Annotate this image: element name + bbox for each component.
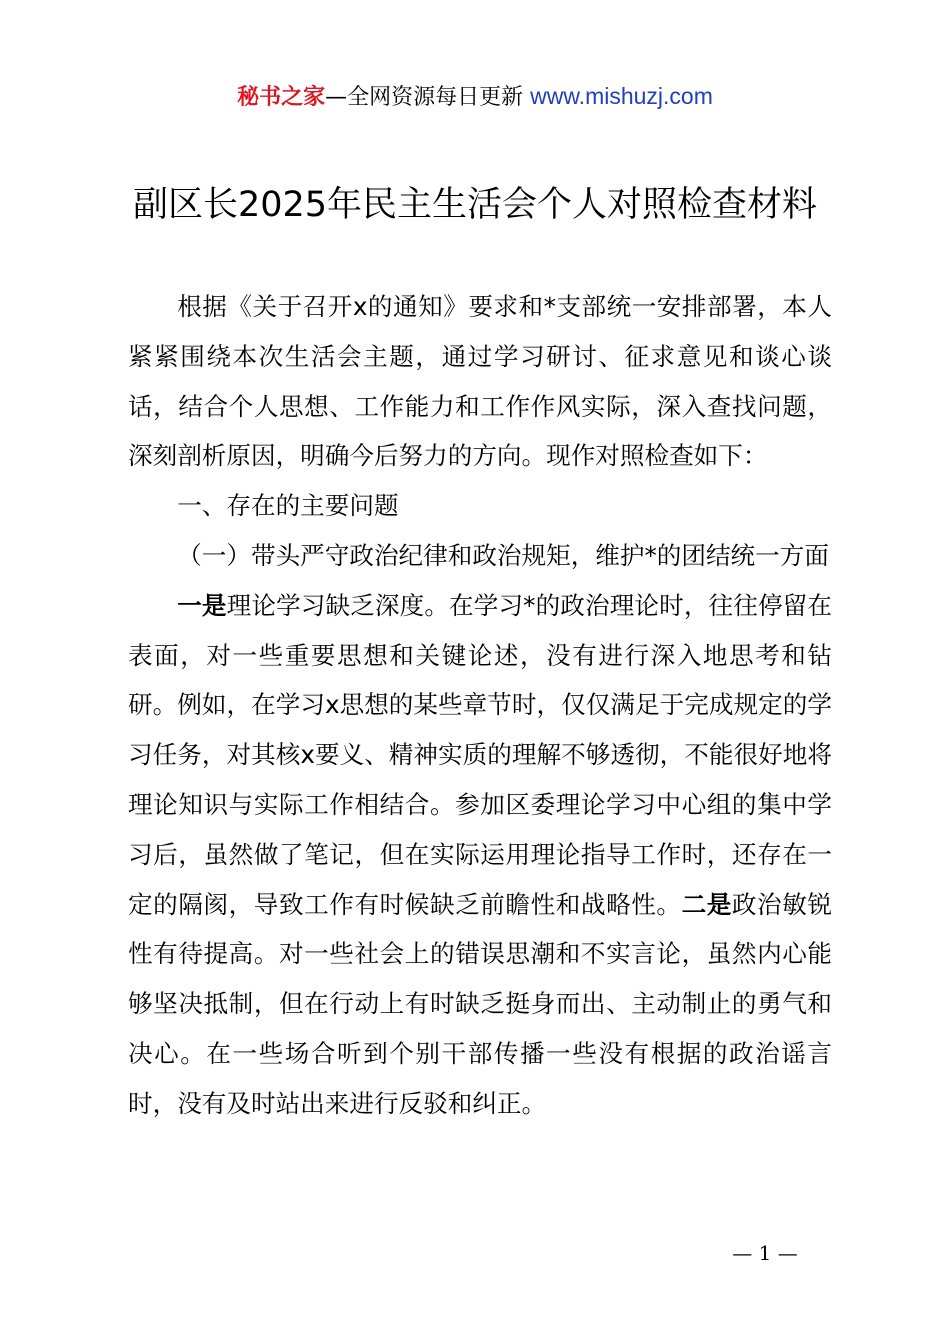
point-one-text: 理论学习缺乏深度。在学习*的政治理论时，往往停留在表面，对一些重要思想和关键论述，没有进行深入地思考和钻研。例如，在学习x思想的某些章节时，仅仅满足于完成规定的学习任务，对其核x要义、精神实质的理解不够透彻，不能很好地将理论知识与实际工作相结合。参加区委理论学习中心组的集中学习后，虽然做了笔记，但在实际运用理论指导工作时，还存在一定的隔阂，导致工作有时候缺乏前瞻性和战略性。 (128, 590, 832, 919)
page-number: — 1 — (732, 1241, 798, 1265)
document-body (128, 282, 832, 1129)
intro-paragraph: 根据《关于召开x的通知》要求和*支部统一安排部署，本人紧紧围绕本次生活会主题，通过学习研讨、征求意见和谈心谈话，结合个人思想、工作能力和工作作风实际，深入查找问题，深刻剖析原因，明确今后努力的方向。现作对照检查如下： (128, 292, 832, 471)
subsection-heading: （一）带头严守政治纪律和政治规矩，维护*的团结统一方面 (177, 540, 829, 570)
section-heading: 一、存在的主要问题 (177, 491, 399, 521)
points-paragraph (128, 581, 832, 1129)
point-two-label: 二是 (681, 889, 732, 919)
site-tagline: —全网资源每日更新 (325, 85, 524, 110)
site-header (0, 80, 950, 114)
point-one-label: 一是 (177, 590, 227, 620)
point-two-text: 政治敏锐性有待提高。对一些社会上的错误思潮和不实言论，虽然内心能够坚决抵制，但在行动上有时缺乏挺身而出、主动制止的勇气和决心。在一些场合听到个别干部传播一些没有根据的政治谣言时，没有及时站出来进行反驳和纠正。 (128, 889, 832, 1118)
document-title: 副区长2025年民主生活会个人对照检查材料 (132, 185, 818, 225)
site-url-link[interactable]: www.mishuzj.com (530, 83, 713, 109)
site-brand: 秘书之家 (237, 85, 326, 110)
